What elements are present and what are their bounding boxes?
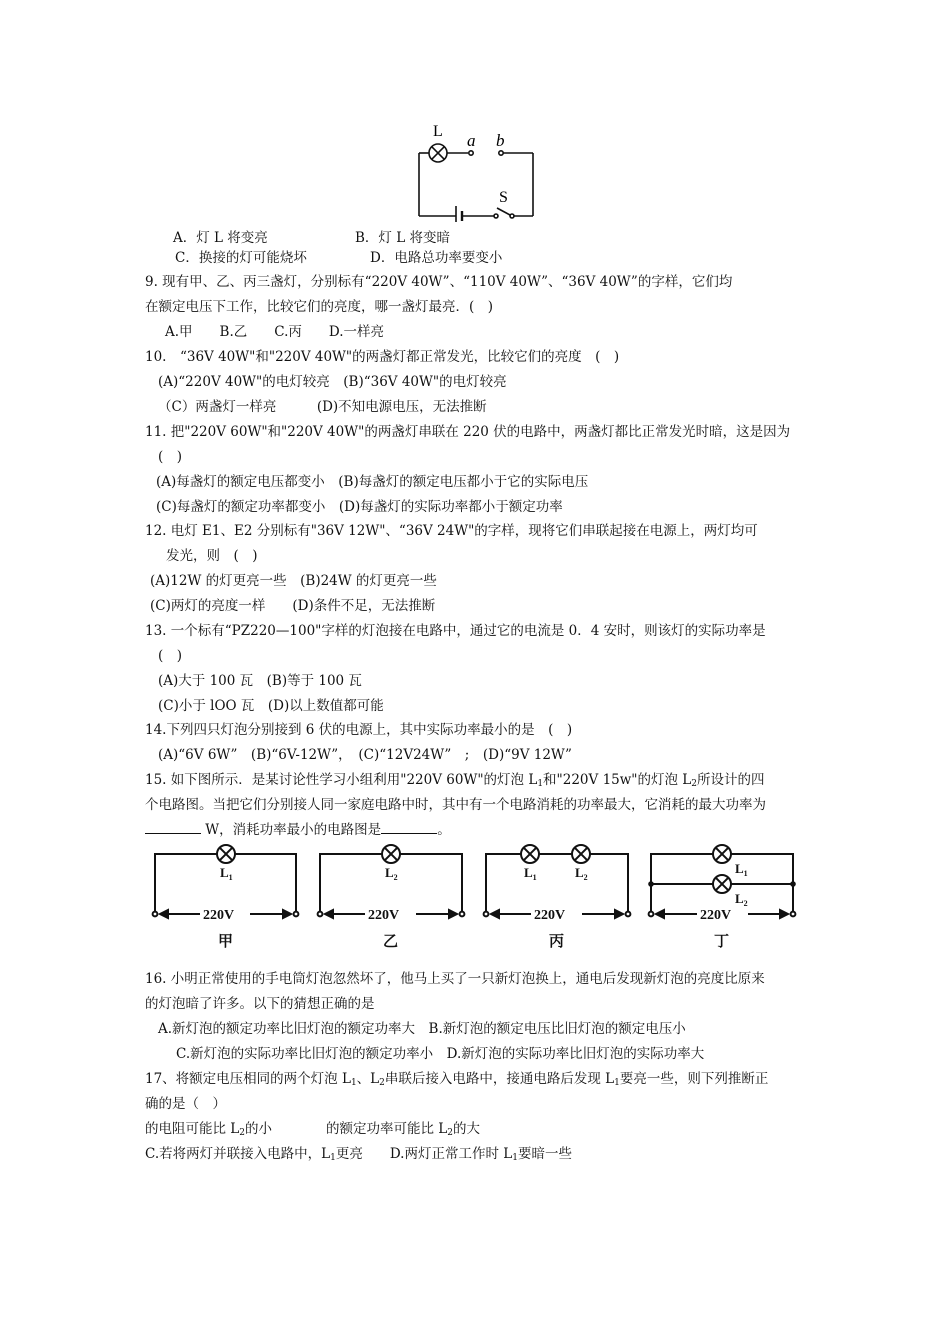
q9-line1: 9. 现有甲、乙、丙三盏灯，分别标有“220V 40W”、“110V 40W”、“36V 40W”的字样，它们均 [145,274,733,290]
q15-line3-w: W，消耗功率最小的电路图是 [205,822,382,838]
q11-stem: 11. 把"220V 60W"和"220V 40W"的两盏灯串联在 220 伏的电路中，两盏灯都比正常发光时暗，这是因为 [145,424,791,440]
q17-line3-b: 的小 的额定功率可能比 L [245,1121,448,1137]
q17-line1-b: 、L [356,1071,380,1087]
q8-option-d: D．电路总功率要变小 [370,250,503,266]
lamp-ding-l2-icon [713,875,731,893]
q15-line1 [145,771,765,793]
switch-contact [494,214,498,218]
q15-blank-circuit[interactable] [381,821,437,834]
q15-line2: 个电路图。当把它们分别接人同一家庭电路中时，其中有一个电路消耗的功率最大，它消耗的最大功率为 [145,797,766,813]
q17-sub: 1 [614,1078,620,1088]
q17-line3-c: 的大 [453,1121,480,1137]
q17-sub: 2 [447,1128,453,1138]
q15-line1-b: 和"220V 15w"的灯泡 L [543,772,692,788]
label-bing-l2: $L_2$ [575,865,588,882]
q17-line1-d: 要亮一些，则下列推断正 [619,1071,769,1087]
q17-line1-c: 串联后接入电路中，接通电路后发现 L [384,1071,615,1087]
q11-paren: ( ) [158,449,183,465]
top-circuit-diagram [410,118,545,222]
q17-sub: 2 [379,1078,385,1088]
q17-line4-b: 更亮 D.两灯正常工作时 L [335,1146,513,1162]
q17-line3 [145,1120,480,1142]
q8-option-b: B．灯 L 将变暗 [355,230,450,246]
q12-stem2: 发光，则 ( ) [166,548,258,564]
q11-options-cd: (C)每盏灯的额定功率都变小 (D)每盏灯的实际功率都小于额定功率 [156,499,563,515]
q15-line3 [145,821,451,839]
switch-label: S [499,189,508,206]
q10-stem: 10. “36V 40W"和"220V 40W"的两盏灯都正常发光，比较它们的亮度 ( ) [145,349,620,365]
switch-blade-icon [497,208,510,215]
voltage-ding: 220V [700,908,732,923]
q16-line1: 16. 小明正常使用的手电筒灯泡忽然坏了，他马上买了一只新灯泡换上，通电后发现新灯泡的亮度比原来 [145,971,765,987]
q12-options-ab: (A)12W 的灯更亮一些 (B)24W 的灯更亮一些 [150,573,437,589]
lamp-bing-l2-icon [572,845,590,863]
q17-line1-a: 17、将额定电压相同的两个灯泡 L [145,1071,351,1087]
lamp-bing-l1-icon [521,845,539,863]
q10-options-ab: (A)“220V 40W"的电灯较亮 (B)“36V 40W"的电灯较亮 [158,374,507,390]
circuit-name-yi: 乙 [383,934,399,950]
terminal-a [469,151,473,155]
q11-options-ab: (A)每盏灯的额定电压都变小 (B)每盏灯的额定电压都小于它的实际电压 [156,474,589,490]
q17-sub: 1 [350,1078,357,1088]
terminal-b-label: b [496,131,505,150]
label-bing-l1: $L_1$ [524,865,537,882]
voltage-yi: 220V [368,908,400,923]
q17-line1 [145,1070,768,1092]
q14-options: (A)“6V 6W” (B)“6V-12W”， (C)“12V24W” ; (D)“9V 12W” [158,747,572,763]
q13-paren: ( ) [158,648,183,664]
switch-pivot [510,214,514,218]
q16-options-cd: C.新灯泡的实际功率比旧灯泡的额定功率小 D.新灯泡的实际功率比旧灯泡的实际功率大 [176,1046,705,1062]
q17-line4 [145,1145,572,1167]
q12-stem: 12. 电灯 E1、E2 分别标有"36V 12W"、“36V 24W"的字样，现将它们串联起接在电源上，两灯均可 [145,523,758,539]
terminal-b [499,151,503,155]
circuit-name-jia: 甲 [218,934,234,950]
lamp-label: L [433,123,443,140]
q13-stem: 13. 一个标有“PZ220—100"字样的灯泡接在电路中，通过它的电流是 0．4 安时，则该灯的实际功率是 [145,623,766,639]
terminal-a-label: a [467,131,476,150]
lamp-ding-l1-icon [713,845,731,863]
q15-sub1: 1 [537,779,544,789]
q9-options: A.甲 B.乙 C.丙 D.一样亮 [165,324,385,340]
q13-options-ab: (A)大于 100 瓦 (B)等于 100 瓦 [158,673,362,689]
circuit-name-bing: 丙 [549,934,565,950]
q14-stem: 14.下列四只灯泡分别接到 6 伏的电源上，其中实际功率最小的是 ( ) [145,722,573,738]
circuit-name-ding: 丁 [714,934,730,950]
q15-blank-power[interactable] [145,821,201,834]
q17-sub: 1 [330,1153,336,1163]
q8-option-c: C．换接的灯可能烧坏 [175,250,307,266]
q17-line3-a: 的电阻可能比 L [145,1121,240,1137]
q13-options-cd: (C)小于 lOO 瓦 (D)以上数值都可能 [158,698,384,714]
q12-options-cd: (C)两灯的亮度一样 (D)条件不足，无法推断 [150,598,436,614]
q8-option-a: A．灯 L 将变亮 [173,230,268,246]
lamp-jia-l1-icon [217,845,235,863]
q15-circuit-diagrams [145,838,805,956]
q17-sub: 1 [512,1153,518,1163]
voltage-bing: 220V [534,908,566,923]
label-ding-l1: $L_1$ [735,861,748,878]
label-jia-l1: $L_1$ [220,865,233,882]
q15-sub2: 2 [691,779,697,789]
q17-line2: 确的是（ ） [145,1096,226,1112]
q15-line1-a: 15. 如下图所示．是某讨论性学习小组利用"220V 60W"的灯泡 L [145,772,538,788]
voltage-jia: 220V [203,908,235,923]
q17-sub: 2 [239,1128,245,1138]
q15-line3-end: 。 [437,822,451,838]
q10-options-cd: （C）两盏灯一样亮 (D)不知电源电压，无法推断 [158,399,487,415]
q17-line4-a: C.若将两灯并联接入电路中，L [145,1146,331,1162]
q9-line2: 在额定电压下工作，比较它们的亮度，哪一盏灯最亮．( ) [145,299,494,315]
lamp-yi-l2-icon [382,845,400,863]
q17-line4-c: 要暗一些 [517,1146,572,1162]
q16-options-ab: A.新灯泡的额定功率比旧灯泡的额定功率大 B.新灯泡的额定电压比旧灯泡的额定电压小 [158,1021,686,1037]
label-ding-l2: $L_2$ [735,891,748,908]
q16-line2: 的灯泡暗了许多。以下的猜想正确的是 [145,996,375,1012]
q15-line1-c: 所设计的四 [697,772,765,788]
label-yi-l2: $L_2$ [385,865,398,882]
